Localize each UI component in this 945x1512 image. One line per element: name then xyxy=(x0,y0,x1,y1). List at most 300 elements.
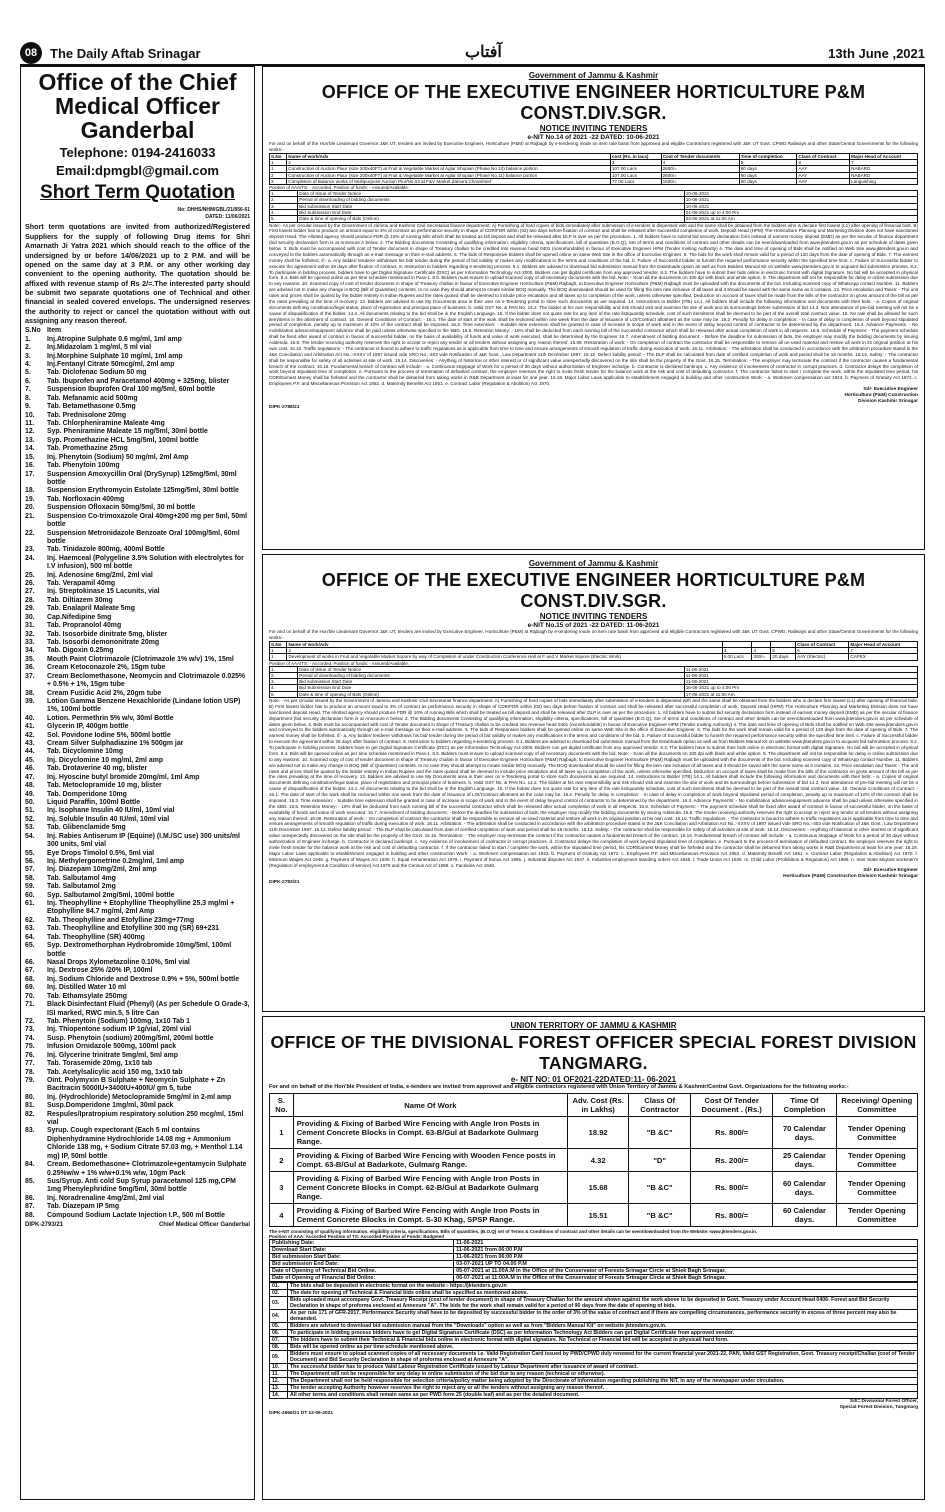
item-name: Inj. Adenosine 6mg/2ml, 2ml vial xyxy=(47,571,153,579)
list-item xyxy=(25,934,250,942)
item-sno: 31. xyxy=(25,622,35,630)
list-item xyxy=(25,774,250,782)
item-name: Syrup. Cough expectorant (Each 5 ml contains Diphenhydramine Hydrochloride 14.08 mg + Ammonium Chloride 138 mg, + Sodium Citrate 57.03 mg, + Menthol 1.14 mg) IP, 50ml bottle xyxy=(47,1127,243,1160)
list-item xyxy=(25,647,250,655)
schedule-row xyxy=(270,1240,918,1247)
schedule-cell: Bid submission End Date: xyxy=(270,1261,454,1268)
item-sno: 50. xyxy=(25,799,35,806)
item-name: Susp.Domperidone 1mg/ml, 30ml pack xyxy=(47,1102,174,1110)
list-item xyxy=(25,1127,250,1161)
item-sno: 29. xyxy=(25,605,35,613)
item-sno: 9. xyxy=(25,403,31,411)
schedule-cell: 10-06-2021 xyxy=(684,191,917,197)
item-name: Inj. Haemceal (Polygeline 3.5% Solution with electrolytes for I.V infusion), 500 ml bottle xyxy=(47,554,244,571)
list-item xyxy=(25,765,250,773)
item-sno: 78. xyxy=(25,1068,35,1076)
item-name: Inj. Isophane Insulin 40 IU/ml, 10ml vial xyxy=(47,807,175,815)
item-name: Suspension Co-trimoxazole Oral 40mg+200 mg per 5ml, 50ml bottle xyxy=(47,512,248,529)
item-name: Inj.Midazolam 1 mg/ml, 5 ml vial xyxy=(47,344,152,352)
condition-cell: Bidders must ensure to upload scanned copies of all necessary documents i.e. Valid Registration Card issued by PWD/CPWD duly renewed for the current financial year 2021-22, PAN, Valid GST Registration, Govt. Treasury receipt/Challan (cost of Tender Document) and Bid Security Declaration in shape of proforma enclosed at Annexure "A". xyxy=(288,1351,918,1364)
schedule-cell: Bid submission Start Date: xyxy=(270,1254,454,1261)
list-item xyxy=(25,597,250,605)
list-item xyxy=(25,1094,250,1102)
item-name: Inj. Rabies Antiserum IP (Equine) (I.M./SC use) 300 units/ml 300 units, 5ml vial xyxy=(47,832,240,849)
list-item xyxy=(25,1195,250,1203)
condition-cell: To participate in bidding process bidders have to get Digital Signature Certificate (DSC) as per Information Technology Act Bidders can get Digital Certificate from approved vendor. xyxy=(288,1330,918,1337)
schedule-row xyxy=(270,1275,918,1282)
list-item xyxy=(25,967,250,975)
list-item xyxy=(25,445,250,453)
column-number-cell: 2 xyxy=(287,160,611,166)
schedule-cell: 11-06-2021 xyxy=(684,679,917,685)
table-cell: Providing & Fixing of Barbed Wire Fencing with Angle Iron Posts in Cement Concrete Blocks in Compt. 62-B/Gul at Badarkote Gulmarg Range. xyxy=(293,1172,567,1204)
item-name: Tab. Enalapril Maleate 5mg xyxy=(47,605,135,613)
item-sno: 35. xyxy=(25,655,35,663)
item-sno: 83. xyxy=(25,1127,35,1135)
schedule-cell: 3. xyxy=(270,679,298,685)
condition-cell: 04. xyxy=(270,1310,288,1323)
list-item xyxy=(25,900,250,917)
table-cell: Tender Opening Committee xyxy=(836,1172,917,1204)
condition-row xyxy=(270,1351,918,1364)
item-sno: 21. xyxy=(25,512,35,520)
item-sno: 72. xyxy=(25,1017,35,1025)
item-name: Cream Silver Sulphadiazine 1% 500gm jar xyxy=(47,740,184,748)
table-header-cell: Major Head of Account xyxy=(849,641,918,647)
item-name: Cream. Bedomethasone+ Clotrimazole+gentamycin Sulphate 0.25%w/w + 1% w/w+0.1% w/w, 10gm Pack xyxy=(47,1161,247,1177)
list-item xyxy=(25,513,250,530)
ad1-gov: Government of Jammu & Kashmir xyxy=(528,71,659,80)
page-number: 08 xyxy=(20,42,42,64)
condition-cell: As per rule 171 of GFR-2017, Performance Security shall have to be deposited by successful bidder to the order of 3% of the value of contract and if there are compelling circumstances, performance security in excess of three percent may also be demanded. xyxy=(288,1310,918,1323)
condition-cell: 01. xyxy=(270,1283,288,1290)
item-name: Suspension Ofloxacin 50mg/5ml, 30 ml bottle xyxy=(47,504,196,512)
schedule-cell: 11-06-2021 xyxy=(454,1240,918,1247)
list-item xyxy=(25,1018,250,1026)
item-sno: 34. xyxy=(25,647,35,655)
condition-cell: The bidders have to submit their Technical & Financial bids online in electronic format with digital signature. No Technical or Financial bid will be accepted in physical/ hard form. xyxy=(288,1337,918,1344)
table-cell: 1 xyxy=(270,166,287,172)
item-sno: 82. xyxy=(25,1110,35,1118)
ad1-enit-number: e-NIT No.14 of 2021 -22 DATED: 10-06-2021 xyxy=(527,134,660,141)
table-cell: Rs. 200/= xyxy=(690,1149,772,1172)
condition-row xyxy=(270,1337,918,1344)
condition-cell: The bids shall be deposited in electronic format on the website:- https://jktenders.gov.in xyxy=(288,1283,918,1290)
item-name: Mouth Paint Clotrimazole (Clotrimazole 1% w/v) 1%, 15ml xyxy=(47,655,234,663)
list-item xyxy=(25,883,250,891)
table-cell: 60 Calendar days. xyxy=(773,1172,836,1204)
table-header-cell: S.No xyxy=(270,641,287,647)
list-item xyxy=(25,555,250,572)
item-list-header xyxy=(25,327,250,335)
condition-row xyxy=(270,1283,918,1290)
condition-row xyxy=(270,1330,918,1337)
item-sno: 24. xyxy=(25,554,35,562)
list-item xyxy=(25,858,250,866)
list-item xyxy=(25,1052,250,1060)
table-cell: AAY xyxy=(797,178,850,184)
schedule-cell: Date of Issue of Tender Notice xyxy=(298,666,684,672)
ad2-works-table xyxy=(269,641,918,661)
schedule-cell: Period of downloading of bidding documents xyxy=(298,672,684,678)
condition-row xyxy=(270,1344,918,1351)
schedule-cell: Bid submission Start Date xyxy=(298,203,684,209)
table-cell: 77.00 Lacs xyxy=(610,178,661,184)
item-sno: 13. xyxy=(25,436,35,444)
item-sno: 67. xyxy=(25,967,35,975)
item-name: Lotion Gamma Benzene Hexachloride (Lindane lotion USP) 1%, 100ml bottle xyxy=(47,697,241,714)
table-cell: 18.92 xyxy=(567,1117,628,1149)
item-name: Suspension Metronidazole Benzoate Oral 100mg/5ml, 60ml bottle xyxy=(47,529,240,545)
schedule-row xyxy=(270,691,918,697)
item-sno: 58. xyxy=(25,874,35,882)
list-item xyxy=(25,1001,250,1018)
condition-row xyxy=(270,1392,918,1399)
item-name: Liquid Paraffin, 100ml Bottle xyxy=(47,799,141,806)
item-name: Tab. Verapamil 40mg xyxy=(47,580,116,588)
list-item xyxy=(25,1043,250,1051)
table-header-cell: S.No xyxy=(270,153,287,159)
signatory-line: Special Forest Division, Tangmarg xyxy=(839,1405,918,1411)
list-item xyxy=(25,487,250,495)
item-sno: 33. xyxy=(25,638,35,646)
item-name: Sus/Syrup. Anti cold Sup Syrup paracetamol 125 mg,CPM 1mg Phenylephridine 5mg/5ml, 30ml bottle xyxy=(47,1177,236,1194)
masthead xyxy=(20,42,925,66)
drug-item-list xyxy=(25,336,250,1220)
item-name: Tab. Prednisolone 20mg xyxy=(47,411,127,419)
column-number-cell: 4 xyxy=(661,160,739,166)
item-name: Tab. Salbutamol 2mg xyxy=(47,883,116,891)
ad3-dipk: DIPK-2866/21 DT 12-06-2021 xyxy=(269,1411,333,1417)
ad2-nit: NOTICE INVITING TENDERS xyxy=(539,612,648,621)
table-cell: 2600/= xyxy=(661,172,739,178)
ad3-position: Position of AAA: Accorded Position of TS: Accorded Position of Funds: Budgeted xyxy=(269,1234,444,1240)
column-number-cell: 3 xyxy=(722,648,752,654)
item-name: Tab. Tinidazole 800mg, 400ml Bottle xyxy=(47,546,165,554)
item-sno: 59. xyxy=(25,883,35,891)
table-cell: Languishing xyxy=(850,178,918,184)
table-cell: NABARD xyxy=(850,166,918,172)
item-name: Suspension Ibuprofen Oral 100 mg/5ml, 60ml bottle xyxy=(47,386,216,394)
list-item xyxy=(25,1178,250,1195)
signatory-line: Sd/= Divisional Forest Officer, xyxy=(849,1399,918,1405)
item-sno: 79. xyxy=(25,1076,35,1084)
list-item xyxy=(25,664,250,672)
list-item xyxy=(25,353,250,361)
schedule-cell: Date of Opening of Financial Bid Online: xyxy=(270,1275,454,1282)
list-item xyxy=(25,816,250,824)
item-name: Inj. Dextrose 25% /20% IP, 100ml xyxy=(47,967,153,975)
condition-cell: 13. xyxy=(270,1385,288,1392)
table-header-cell: Cost of Tender documents xyxy=(661,153,739,159)
issue-date: 13th June ,2021 xyxy=(828,45,925,61)
list-item xyxy=(25,875,250,883)
list-item xyxy=(25,690,250,698)
item-name: Inj. Thiopentone sodium IP 1g/vial, 20ml vial xyxy=(47,1026,192,1034)
table-header-cell: Name Of Work xyxy=(293,1094,567,1117)
condition-row xyxy=(270,1385,918,1392)
item-sno: 53. xyxy=(25,824,35,832)
ad3-gov: UNION TERRITORY OF JAMMU & KASHMIR xyxy=(510,1021,677,1030)
ad3-works-table xyxy=(269,1093,918,1227)
item-sno: 30. xyxy=(25,613,35,621)
column-number-cell: 6 xyxy=(797,160,850,166)
item-name: Tab. Norfloxacin 400mg xyxy=(47,495,125,503)
item-sno: 56. xyxy=(25,857,35,865)
list-item xyxy=(25,454,250,462)
item-name: Tab. Drotaverine 40 mg, blister xyxy=(47,765,148,773)
item-sno: 36. xyxy=(25,664,35,672)
table-row xyxy=(270,1117,918,1149)
schedule-cell: Date of Opening of Technical Bid Online. xyxy=(270,1268,454,1275)
condition-cell: 05. xyxy=(270,1323,288,1330)
ref-date: DATED: 11/06/2021 xyxy=(205,213,250,220)
schedule-cell: Publishing Date: xyxy=(270,1240,454,1247)
schedule-cell: 05-07-2021 at 11.00A.M in the Office of the Conservator of Forests Srinagar Circle at Shiek Bagh Srinagar. xyxy=(454,1268,918,1275)
item-sno: 41. xyxy=(25,723,35,731)
table-cell: Rs. 800/= xyxy=(690,1172,772,1204)
column-number-cell: 7 xyxy=(849,648,918,654)
list-item xyxy=(25,757,250,765)
list-item xyxy=(25,344,250,352)
list-item xyxy=(25,378,250,386)
item-name: Inj. Phenytoin (Sodium) 50 mg/ml, 2ml Amp xyxy=(47,453,189,461)
schedule-cell: 11-06-2021 xyxy=(684,666,917,672)
item-sno: 51. xyxy=(25,807,35,815)
item-sno: 3. xyxy=(25,352,31,360)
item-sno: 22. xyxy=(25,529,35,537)
item-name: Susp. Phenytoin (sodium) 200mg/5ml, 200ml bottle xyxy=(47,1034,214,1042)
list-item xyxy=(25,959,250,967)
table-cell: 2 xyxy=(270,172,287,178)
column-number-cell: 2 xyxy=(287,648,722,654)
item-name: Nasal Drops Xylometazoline 0.10%, 5ml vial xyxy=(47,959,190,967)
quotation-intro: Short term quotations are invited from authorized/Registered Suppliers for the supply of following Drug items for Shri Amarnath Ji Yatra 2021 which should reach to the office of the undersigned by or before 14/06/2021 up to 2 P.M. and will be opened on the same day at 3 P.M. or any other working day convenient to the opening authority. The quotation should be affixed with revenue stamp of Rs 2/=.The interested party should be submit two separate quotations one of Technical and other financial in sealed covered envelops. The undersigned reserves the authority to reject or cancel the quotation without with out assigning any reason thereof. xyxy=(25,222,250,326)
ad3-signatory xyxy=(269,1399,918,1411)
item-sno: 65. xyxy=(25,942,35,950)
table-cell: 1 xyxy=(270,1117,294,1149)
item-name: Sol. Povidone Iodine 5%, 500ml bottle xyxy=(47,731,171,739)
schedule-cell: Bid Submission End Date xyxy=(298,685,684,691)
condition-row xyxy=(270,1323,918,1330)
list-item xyxy=(25,580,250,588)
ad1-nit: NOTICE INVITING TENDERS xyxy=(539,124,648,133)
table-cell: Development of works in Fruit and Vegetable Market Sopore by way of Completion of under Construction Conference Hall at F and V Market Sopore (Electric Work) xyxy=(287,654,722,660)
list-item xyxy=(25,807,250,815)
schedule-cell: 03-07-2021 UP TO 04.00 P.M xyxy=(454,1261,918,1268)
list-item xyxy=(25,462,250,470)
item-name: Cream Beclomethasone, Neomycin and Clotrimazole 0.025% + 0.5% + 1%, 15gm tube xyxy=(47,672,245,689)
ad1-title: OFFICE OF THE EXECUTIVE ENGINEER HORTICULTURE P&M CONST.DIV.SGR. xyxy=(321,82,866,123)
schedule-cell: 11-06-2021 from 06:00 P.M xyxy=(454,1254,918,1261)
schedule-cell: Date of Issue of Tender Notice xyxy=(298,191,684,197)
table-cell: 3 xyxy=(270,1172,294,1204)
item-sno: 28. xyxy=(25,596,35,604)
list-item xyxy=(25,917,250,925)
table-header-cell: Time of completion xyxy=(739,153,797,159)
list-item xyxy=(25,791,250,799)
item-sno: 40. xyxy=(25,714,35,722)
list-item xyxy=(25,1069,250,1077)
table-header-cell: Time Of Completion xyxy=(773,1094,836,1117)
schedule-cell: 11-06-2021 xyxy=(684,672,917,678)
item-name: Cream Fusidic Acid 2%, 20gm tube xyxy=(47,689,162,697)
item-name: Inj. Dicyclomine 10 mg/ml, 2ml amp xyxy=(47,756,164,764)
schedule-row xyxy=(270,1254,918,1261)
condition-row xyxy=(270,1364,918,1371)
horticulture-nit-14-ad xyxy=(262,66,925,550)
item-name: Tab. Betamethasone 0.5mg xyxy=(47,403,136,411)
item-name: Inj. (Hydrochloride) Metoclopramide 5mg/ml in 2-ml amp xyxy=(47,1093,232,1101)
table-cell: AAY xyxy=(797,172,850,178)
ad1-intro: For and on behalf of the Hon'ble Lieutenant Governor J&K UT, tenders are invited by Executive Engineer, Horticulture (P&M) at Rajbagh by e-tendering mode on item rate basis from approved and eligible Contractors registered with J&K UT Govt. CPWD Railways and other State/Central Governments for the following works:- xyxy=(269,141,918,152)
schedule-cell: 4. xyxy=(270,210,298,216)
item-sno: 27. xyxy=(25,588,35,596)
item-sno: 81. xyxy=(25,1102,35,1110)
condition-cell: The tender accepting Authority however reserves the right to reject any or all the tenders without assigning any reason thereof. xyxy=(288,1385,918,1392)
condition-cell: The Department shall not be held responsible for selection criteria/policy matter being adopted by the Directorate of Information regarding publishing the NIT, in any of the newspaper under circulation. xyxy=(288,1378,918,1385)
schedule-cell: 1. xyxy=(270,191,298,197)
item-name: Respules/Ipratropium respiratory solution 250 mcg/ml, 15ml vial xyxy=(47,1110,244,1127)
schedule-cell: 3. xyxy=(270,203,298,209)
cmo-telephone: Telephone: 0194-2416033 xyxy=(59,145,216,161)
item-sno: 48. xyxy=(25,782,35,790)
item-name: Inj. Noradrenaline 4mg/2ml, 2ml vial xyxy=(47,1194,165,1202)
list-item xyxy=(25,976,250,984)
schedule-cell: Period of downloading of bidding documents xyxy=(298,197,684,203)
list-item xyxy=(25,866,250,874)
condition-cell: 10. xyxy=(270,1364,288,1371)
list-item xyxy=(25,403,250,411)
item-name: Inj. Streptokinase 15 Lacunits, vial xyxy=(47,588,160,596)
item-name: Tab. Isosorbide dinitrate 5mg, blister xyxy=(47,630,168,638)
condition-cell: 03. xyxy=(270,1297,288,1310)
forest-division-nit-ad xyxy=(262,1016,925,1500)
item-name: Tab. Theophylline (SR) 400mg xyxy=(47,933,145,941)
item-sno: 60. xyxy=(25,891,35,899)
cmo-quotation-ad xyxy=(20,66,255,1500)
ad3-intro: For and on behalf of the Hon'ble President of India, e-tenders are invited from approved and eligible contractors registered with Union Territory of Jammu & Kashmir/Central Govt. Organizations for the following works:- xyxy=(269,1084,849,1090)
item-sno: 84. xyxy=(25,1161,35,1169)
item-name: Inj.Fentanyl Citrate 50mcg/ml, 2ml amp xyxy=(47,361,175,369)
item-sno: 88. xyxy=(25,1211,35,1219)
table-cell: AAY xyxy=(797,166,850,172)
list-item xyxy=(25,504,250,512)
column-number-cell: 3 xyxy=(610,160,661,166)
item-sno: 45. xyxy=(25,756,35,764)
item-sno: 38. xyxy=(25,689,35,697)
item-name: Inj. Methylergometrine 0.2mg/ml, 1ml amp xyxy=(47,857,185,865)
item-sno: 76. xyxy=(25,1051,35,1059)
table-cell: 1 xyxy=(270,654,287,660)
condition-row xyxy=(270,1371,918,1378)
col-item: Item xyxy=(47,327,62,335)
item-sno: 7. xyxy=(25,386,31,394)
condition-cell: Bids will be opened online as per time schedule mentioned above. xyxy=(288,1344,918,1351)
table-header-cell: Name of work/Adv xyxy=(287,641,722,647)
item-name: Tab. Propranolol 40mg xyxy=(47,622,122,630)
list-item xyxy=(25,1212,250,1220)
schedule-cell: 5. xyxy=(270,691,298,697)
item-sno: 4. xyxy=(25,361,31,369)
schedule-cell: 21-06-2021 up to 4:00 Pm xyxy=(684,210,917,216)
table-cell: 25 Calendar days. xyxy=(773,1149,836,1172)
item-sno: 64. xyxy=(25,933,35,941)
item-sno: 20. xyxy=(25,504,35,512)
schedule-cell: 11-06-2021 from 06:00 P.M xyxy=(454,1247,918,1254)
condition-row xyxy=(270,1297,918,1310)
item-sno: 63. xyxy=(25,925,35,933)
list-item xyxy=(25,496,250,504)
list-item xyxy=(25,1102,250,1110)
item-sno: 17. xyxy=(25,470,35,478)
item-sno: 68. xyxy=(25,975,35,983)
item-name: Tab. Mefanamic acid 500mg xyxy=(47,394,138,402)
col-sno: S.No xyxy=(25,327,41,335)
ad1-schedule-table xyxy=(269,190,918,222)
schedule-cell: 22-06-2021 at 11:00 Am xyxy=(684,216,917,222)
item-name: Inj. Glycerine trinitrate 5mg/ml, 5ml amp xyxy=(47,1051,178,1059)
ad2-position: Position of AAA/TS: - Accorded. Position of funds: - Assured/Available. xyxy=(269,660,409,666)
list-item xyxy=(25,614,250,622)
cmo-footer xyxy=(25,1222,250,1228)
condition-cell: 12. xyxy=(270,1378,288,1385)
table-cell: AAY (Electric) xyxy=(796,654,849,660)
list-item xyxy=(25,1077,250,1094)
table-cell: 3 xyxy=(270,178,287,184)
condition-row xyxy=(270,1310,918,1323)
item-sno: 87. xyxy=(25,1203,35,1211)
ad3-enit-number: e- NIT NO: 01 OF2021-22DATED:11- 06-2021 xyxy=(510,1075,677,1084)
item-name: Tab. Diltiazem 30mg xyxy=(47,596,113,604)
item-name: Inj.Morphine Sulphate 10 mg/ml, 1ml amp xyxy=(47,352,183,360)
column-number-cell: 1 xyxy=(270,648,287,654)
list-item xyxy=(25,588,250,596)
list-item xyxy=(25,572,250,580)
list-item xyxy=(25,420,250,428)
ad2-title: OFFICE OF THE EXECUTIVE ENGINEER HORTICULTURE P&M CONST.DIV.SGR. xyxy=(321,570,866,611)
item-name: Tab. Salbutamol 4mg xyxy=(47,874,116,882)
item-sno: 2. xyxy=(25,344,31,352)
condition-cell: The successful bidder has to produce Valid Labour Registration Certificate issued by Labour Department after issuance of award of contract. xyxy=(288,1364,918,1371)
signatory-line: Sd/- Executive Engineer xyxy=(863,387,918,393)
item-sno: 75. xyxy=(25,1043,35,1051)
item-sno: 70. xyxy=(25,992,35,1000)
table-cell: 107.00 Lacs xyxy=(610,172,661,178)
list-item xyxy=(25,428,250,436)
item-sno: 77. xyxy=(25,1060,35,1068)
table-cell: 2600/= xyxy=(661,166,739,172)
column-number-cell: 4 xyxy=(752,648,771,654)
item-sno: 8. xyxy=(25,394,31,402)
signatory-line: Horticulture (P&M) Construction xyxy=(844,393,918,399)
ad3-schedule-table xyxy=(269,1239,918,1282)
table-cell: 60 Calendar days. xyxy=(773,1204,836,1227)
list-item xyxy=(25,892,250,900)
item-sno: 71. xyxy=(25,1001,35,1009)
item-name: Lotion. Permethrin 5% w/v, 30ml Bottle xyxy=(47,714,174,722)
item-sno: 43. xyxy=(25,740,35,748)
item-sno: 11. xyxy=(25,420,35,428)
table-header-cell: cost (Rs. in lacs) xyxy=(610,153,661,159)
ad1-signatory xyxy=(269,387,918,405)
table-cell: 1600/= xyxy=(661,178,739,184)
item-name: Infusion Ornidazole 500mg, 100ml pack xyxy=(47,1043,177,1051)
table-header-cell: Adv. Cost (Rs. in Lakhs) xyxy=(567,1094,628,1117)
item-name: Tab. Phenytoin (Sodium) 100mg, 1x10 Tab 1 xyxy=(47,1017,190,1025)
list-item xyxy=(25,824,250,832)
list-item xyxy=(25,698,250,715)
